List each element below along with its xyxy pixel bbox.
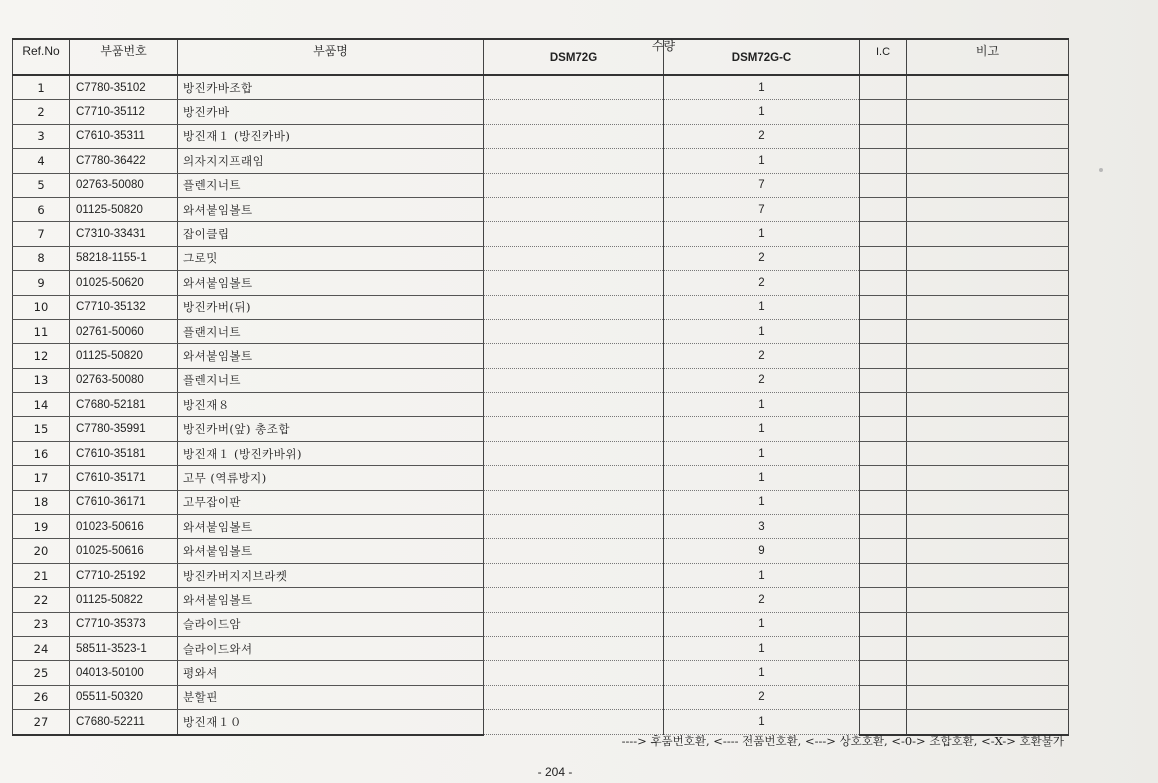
table-row	[13, 344, 1069, 368]
table-row	[13, 563, 1069, 587]
page-number: - 204 -	[537, 765, 573, 779]
header-model-a: DSM72G	[549, 52, 598, 64]
header-part-name: 부품명	[178, 39, 484, 75]
cell-ref-no: 12	[13, 344, 70, 368]
cell-qty-model-b: 1	[664, 75, 860, 100]
cell-qty-model-a	[484, 661, 664, 685]
table-row	[13, 222, 1069, 246]
cell-ic	[860, 685, 907, 709]
cell-note	[907, 149, 1069, 173]
cell-qty-model-b: 2	[664, 124, 860, 148]
cell-ic	[860, 636, 907, 660]
cell-qty-model-a	[484, 490, 664, 514]
cell-qty-model-a	[484, 466, 664, 490]
cell-part-name: 고무 (역류방지)	[178, 466, 484, 490]
cell-qty-model-b: 1	[664, 319, 860, 343]
cell-qty-model-a	[484, 197, 664, 221]
cell-qty-model-b: 1	[664, 295, 860, 319]
cell-qty-model-b: 1	[664, 417, 860, 441]
cell-part-number: C7780-35991	[70, 417, 178, 441]
cell-part-number: C7710-25192	[70, 563, 178, 587]
cell-part-number: 02763-50080	[70, 368, 178, 392]
cell-qty-model-a	[484, 539, 664, 563]
cell-part-name: 분할핀	[178, 685, 484, 709]
cell-part-name: 방진카버(뒤)	[178, 295, 484, 319]
cell-qty-model-b: 1	[664, 100, 860, 124]
cell-ic	[860, 393, 907, 417]
cell-ref-no: 6	[13, 197, 70, 221]
table-row	[13, 710, 1069, 735]
cell-ic	[860, 75, 907, 100]
cell-part-number: 01025-50620	[70, 271, 178, 295]
cell-note	[907, 393, 1069, 417]
cell-ic	[860, 344, 907, 368]
cell-qty-model-b: 2	[664, 588, 860, 612]
scan-speck	[1099, 168, 1103, 172]
cell-part-number: C7710-35132	[70, 295, 178, 319]
cell-ref-no: 20	[13, 539, 70, 563]
cell-ic	[860, 515, 907, 539]
cell-part-number: 04013-50100	[70, 661, 178, 685]
cell-part-number: 01023-50616	[70, 515, 178, 539]
cell-ic	[860, 563, 907, 587]
table-row	[13, 368, 1069, 392]
cell-part-name: 방진카바	[178, 100, 484, 124]
cell-note	[907, 417, 1069, 441]
cell-ref-no: 11	[13, 319, 70, 343]
cell-part-name: 와셔붙임볼트	[178, 271, 484, 295]
cell-note	[907, 197, 1069, 221]
table-row	[13, 685, 1069, 709]
cell-note	[907, 441, 1069, 465]
cell-qty-model-b: 2	[664, 271, 860, 295]
cell-ref-no: 24	[13, 636, 70, 660]
cell-ic	[860, 173, 907, 197]
table-row	[13, 588, 1069, 612]
header-part-number: 부품번호	[70, 39, 178, 75]
table-row	[13, 197, 1069, 221]
cell-part-number: C7710-35373	[70, 612, 178, 636]
cell-ref-no: 5	[13, 173, 70, 197]
cell-ic	[860, 612, 907, 636]
cell-part-number: 01125-50822	[70, 588, 178, 612]
cell-ref-no: 21	[13, 563, 70, 587]
cell-qty-model-b: 1	[664, 710, 860, 735]
table-header-row	[13, 39, 1069, 75]
cell-note	[907, 636, 1069, 660]
table-row	[13, 100, 1069, 124]
table-row	[13, 124, 1069, 148]
cell-part-number: C7610-36171	[70, 490, 178, 514]
cell-qty-model-a	[484, 588, 664, 612]
table-row	[13, 393, 1069, 417]
cell-part-number: 01125-50820	[70, 197, 178, 221]
cell-qty-model-a	[484, 710, 664, 735]
cell-note	[907, 319, 1069, 343]
cell-qty-model-b: 7	[664, 173, 860, 197]
table-row	[13, 466, 1069, 490]
cell-ref-no: 14	[13, 393, 70, 417]
cell-part-number: 02761-50060	[70, 319, 178, 343]
cell-ref-no: 7	[13, 222, 70, 246]
cell-ic	[860, 222, 907, 246]
cell-note	[907, 368, 1069, 392]
cell-part-name: 방진재８	[178, 393, 484, 417]
cell-qty-model-b: 7	[664, 197, 860, 221]
cell-note	[907, 246, 1069, 270]
cell-part-number: C7680-52211	[70, 710, 178, 735]
cell-part-name: 방진재１０	[178, 710, 484, 735]
cell-part-name: 방진카버(앞) 총조합	[178, 417, 484, 441]
cell-ic	[860, 441, 907, 465]
cell-part-number: 02763-50080	[70, 173, 178, 197]
cell-qty-model-a	[484, 271, 664, 295]
table-row	[13, 319, 1069, 343]
cell-qty-model-b: 1	[664, 563, 860, 587]
cell-part-number: C7680-52181	[70, 393, 178, 417]
cell-part-number: C7310-33431	[70, 222, 178, 246]
cell-note	[907, 539, 1069, 563]
header-note: 비고	[907, 39, 1069, 75]
cell-qty-model-a	[484, 563, 664, 587]
cell-part-number: C7780-36422	[70, 149, 178, 173]
cell-qty-model-a	[484, 393, 664, 417]
table-row	[13, 271, 1069, 295]
cell-note	[907, 295, 1069, 319]
cell-qty-model-b: 2	[664, 368, 860, 392]
cell-qty-model-a	[484, 222, 664, 246]
cell-qty-model-b: 1	[664, 222, 860, 246]
cell-part-number: 01025-50616	[70, 539, 178, 563]
cell-qty-model-b: 2	[664, 344, 860, 368]
cell-part-name: 잡이클립	[178, 222, 484, 246]
table-row	[13, 612, 1069, 636]
cell-note	[907, 685, 1069, 709]
table-row	[13, 539, 1069, 563]
header-quantity: 수량	[651, 39, 676, 53]
cell-qty-model-b: 1	[664, 490, 860, 514]
cell-qty-model-b: 2	[664, 246, 860, 270]
cell-note	[907, 173, 1069, 197]
cell-ic	[860, 368, 907, 392]
cell-ref-no: 9	[13, 271, 70, 295]
cell-part-name: 와셔붙임볼트	[178, 539, 484, 563]
cell-qty-model-b: 1	[664, 393, 860, 417]
cell-qty-model-a	[484, 441, 664, 465]
cell-ic	[860, 417, 907, 441]
cell-ref-no: 3	[13, 124, 70, 148]
cell-ic	[860, 246, 907, 270]
cell-part-name: 슬라이드암	[178, 612, 484, 636]
table-row	[13, 246, 1069, 270]
cell-note	[907, 344, 1069, 368]
cell-qty-model-b: 1	[664, 149, 860, 173]
cell-ic	[860, 710, 907, 735]
cell-qty-model-a	[484, 417, 664, 441]
table-row	[13, 490, 1069, 514]
cell-qty-model-a	[484, 124, 664, 148]
cell-ref-no: 16	[13, 441, 70, 465]
cell-qty-model-a	[484, 173, 664, 197]
cell-ic	[860, 100, 907, 124]
cell-qty-model-a	[484, 685, 664, 709]
cell-part-name: 플렌지너트	[178, 368, 484, 392]
header-model-b: DSM72G-C	[731, 52, 792, 64]
cell-part-number: C7710-35112	[70, 100, 178, 124]
cell-part-number: C7780-35102	[70, 75, 178, 100]
cell-ic	[860, 539, 907, 563]
cell-ic	[860, 588, 907, 612]
cell-note	[907, 661, 1069, 685]
cell-part-number: C7610-35311	[70, 124, 178, 148]
cell-note	[907, 75, 1069, 100]
table-row	[13, 636, 1069, 660]
cell-note	[907, 124, 1069, 148]
cell-ic	[860, 197, 907, 221]
cell-part-name: 평와셔	[178, 661, 484, 685]
cell-note	[907, 466, 1069, 490]
parts-table	[12, 38, 1069, 736]
cell-part-name: 방진카버지지브라켓	[178, 563, 484, 587]
cell-qty-model-a	[484, 295, 664, 319]
cell-ref-no: 27	[13, 710, 70, 735]
cell-part-number: 58511-3523-1	[70, 636, 178, 660]
cell-ref-no: 13	[13, 368, 70, 392]
table-row	[13, 417, 1069, 441]
cell-part-name: 고무잡이판	[178, 490, 484, 514]
cell-ref-no: 2	[13, 100, 70, 124]
cell-ref-no: 10	[13, 295, 70, 319]
cell-part-name: 방진카바조합	[178, 75, 484, 100]
cell-ref-no: 26	[13, 685, 70, 709]
table-row	[13, 515, 1069, 539]
cell-ic	[860, 149, 907, 173]
interchangeability-legend: ----> 후품번호환, <---- 전품번호환, <---> 상호호환, <-0-> 조합호환, <-X-> 호환불가	[621, 734, 1064, 748]
cell-qty-model-a	[484, 368, 664, 392]
cell-ic	[860, 661, 907, 685]
cell-part-name: 와셔붙임볼트	[178, 515, 484, 539]
cell-ref-no: 25	[13, 661, 70, 685]
table-row	[13, 295, 1069, 319]
cell-ic	[860, 466, 907, 490]
cell-note	[907, 563, 1069, 587]
cell-ref-no: 22	[13, 588, 70, 612]
cell-note	[907, 515, 1069, 539]
cell-qty-model-b: 1	[664, 466, 860, 490]
cell-ic	[860, 490, 907, 514]
cell-ref-no: 18	[13, 490, 70, 514]
cell-part-name: 의자지지프래임	[178, 149, 484, 173]
table-row	[13, 149, 1069, 173]
cell-part-name: 와셔붙임볼트	[178, 344, 484, 368]
table-row	[13, 661, 1069, 685]
cell-qty-model-b: 1	[664, 441, 860, 465]
cell-note	[907, 710, 1069, 735]
cell-note	[907, 100, 1069, 124]
cell-part-name: 플렌지너트	[178, 173, 484, 197]
cell-qty-model-a	[484, 75, 664, 100]
table-row	[13, 441, 1069, 465]
cell-part-name: 플랜지너트	[178, 319, 484, 343]
cell-ref-no: 4	[13, 149, 70, 173]
cell-note	[907, 588, 1069, 612]
cell-qty-model-a	[484, 515, 664, 539]
header-ic: I.C	[860, 39, 907, 75]
cell-qty-model-a	[484, 319, 664, 343]
cell-part-number: C7610-35171	[70, 466, 178, 490]
cell-note	[907, 612, 1069, 636]
cell-qty-model-a	[484, 246, 664, 270]
cell-part-number: 01125-50820	[70, 344, 178, 368]
cell-part-name: 와셔붙임볼트	[178, 197, 484, 221]
cell-ref-no: 8	[13, 246, 70, 270]
cell-qty-model-b: 1	[664, 612, 860, 636]
cell-ref-no: 19	[13, 515, 70, 539]
cell-qty-model-a	[484, 100, 664, 124]
header-ref-no: Ref.No	[13, 39, 70, 75]
cell-part-number: 05511-50320	[70, 685, 178, 709]
cell-note	[907, 490, 1069, 514]
header-qty-model-b	[651, 39, 860, 75]
cell-qty-model-a	[484, 344, 664, 368]
cell-part-name: 와셔붙임볼트	[178, 588, 484, 612]
cell-qty-model-b: 9	[664, 539, 860, 563]
cell-qty-model-a	[484, 612, 664, 636]
cell-qty-model-a	[484, 636, 664, 660]
cell-part-number: C7610-35181	[70, 441, 178, 465]
cell-part-number: 58218-1155-1	[70, 246, 178, 270]
cell-ref-no: 17	[13, 466, 70, 490]
cell-qty-model-b: 3	[664, 515, 860, 539]
cell-ref-no: 1	[13, 75, 70, 100]
cell-qty-model-b: 1	[664, 636, 860, 660]
table-row	[13, 75, 1069, 100]
cell-qty-model-b: 2	[664, 685, 860, 709]
cell-qty-model-b: 1	[664, 661, 860, 685]
table-row	[13, 173, 1069, 197]
cell-qty-model-a	[484, 149, 664, 173]
cell-part-name: 방진재１ (방진카바위)	[178, 441, 484, 465]
cell-ref-no: 23	[13, 612, 70, 636]
cell-part-name: 슬라이드와셔	[178, 636, 484, 660]
cell-note	[907, 271, 1069, 295]
cell-ic	[860, 319, 907, 343]
cell-ref-no: 15	[13, 417, 70, 441]
cell-note	[907, 222, 1069, 246]
cell-part-name: 방진재１ (방진카바)	[178, 124, 484, 148]
cell-part-name: 그로밋	[178, 246, 484, 270]
cell-ic	[860, 295, 907, 319]
cell-ic	[860, 124, 907, 148]
cell-ic	[860, 271, 907, 295]
